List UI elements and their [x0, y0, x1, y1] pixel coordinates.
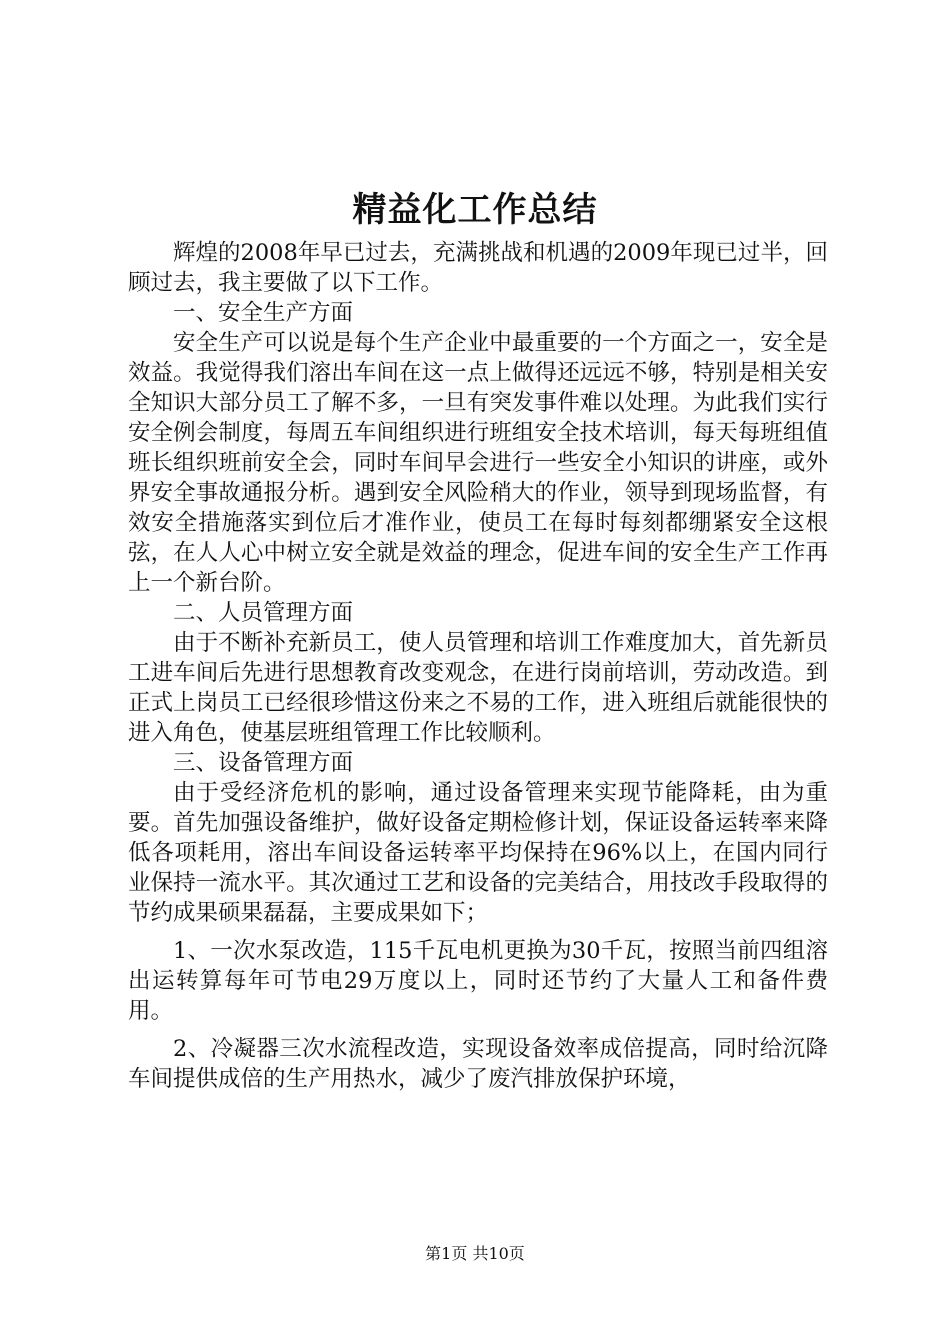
intro-paragraph: 辉煌的2008年早已过去，充满挑战和机遇的2009年现已过半，回顾过去，我主要做了以下工作。 [128, 240, 828, 296]
safety-paragraph: 安全生产可以说是每个生产企业中最重要的一个方面之一，安全是效益。我觉得我们溶出车间在这一点上做得还远远不够，特别是相关安全知识大部分员工了解不多，一旦有突发事件难以处理。为此我们实行安全例会制度，每周五车间组织进行班组安全技术培训，每天每班组值班长组织班前安全会，同时车间早会进行一些安全小知识的讲座，或外界安全事故通报分析。遇到安全风险稍大的作业，领导到现场监督，有效安全措施落实到位后才准作业，使员工在每时每刻都绷紧安全这根弦，在人人心中树立安全就是效益的理念，促进车间的安全生产工作再上一个新台阶。 [128, 330, 828, 596]
list-item-2: 2、冷凝器三次水流程改造，实现设备效率成倍提高，同时给沉降车间提供成倍的生产用热水，减少了废汽排放保护环境， [128, 1036, 828, 1092]
document-body [128, 238, 828, 1094]
equipment-paragraph: 由于受经济危机的影响，通过设备管理来实现节能降耗，由为重要。首先加强设备维护，做好设备定期检修计划，保证设备运转率来降低各项耗用，溶出车间设备运转率平均保持在96%以上，在国内同行业保持一流水平。其次通过工艺和设备的完美结合，用技改手段取得的节约成果硕果磊磊，主要成果如下； [128, 780, 828, 926]
personnel-paragraph: 由于不断补充新员工，使人员管理和培训工作难度加大，首先新员工进车间后先进行思想教育改变观念，在进行岗前培训，劳动改造。到正式上岗员工已经很珍惜这份来之不易的工作，进入班组后就能很快的进入角色，使基层班组管理工作比较顺利。 [128, 630, 828, 746]
list-item-1: 1、一次水泵改造，115千瓦电机更换为30千瓦，按照当前四组溶出运转算每年可节电29万度以上，同时还节约了大量人工和备件费用。 [128, 938, 828, 1024]
section-heading-safety: 一、安全生产方面 [173, 300, 354, 326]
section-heading-personnel: 二、人员管理方面 [173, 600, 354, 626]
page-footer: 第1页 共10页 [425, 1244, 525, 1263]
section-heading-equipment: 三、设备管理方面 [173, 750, 354, 776]
document-title: 精益化工作总结 [352, 190, 598, 230]
